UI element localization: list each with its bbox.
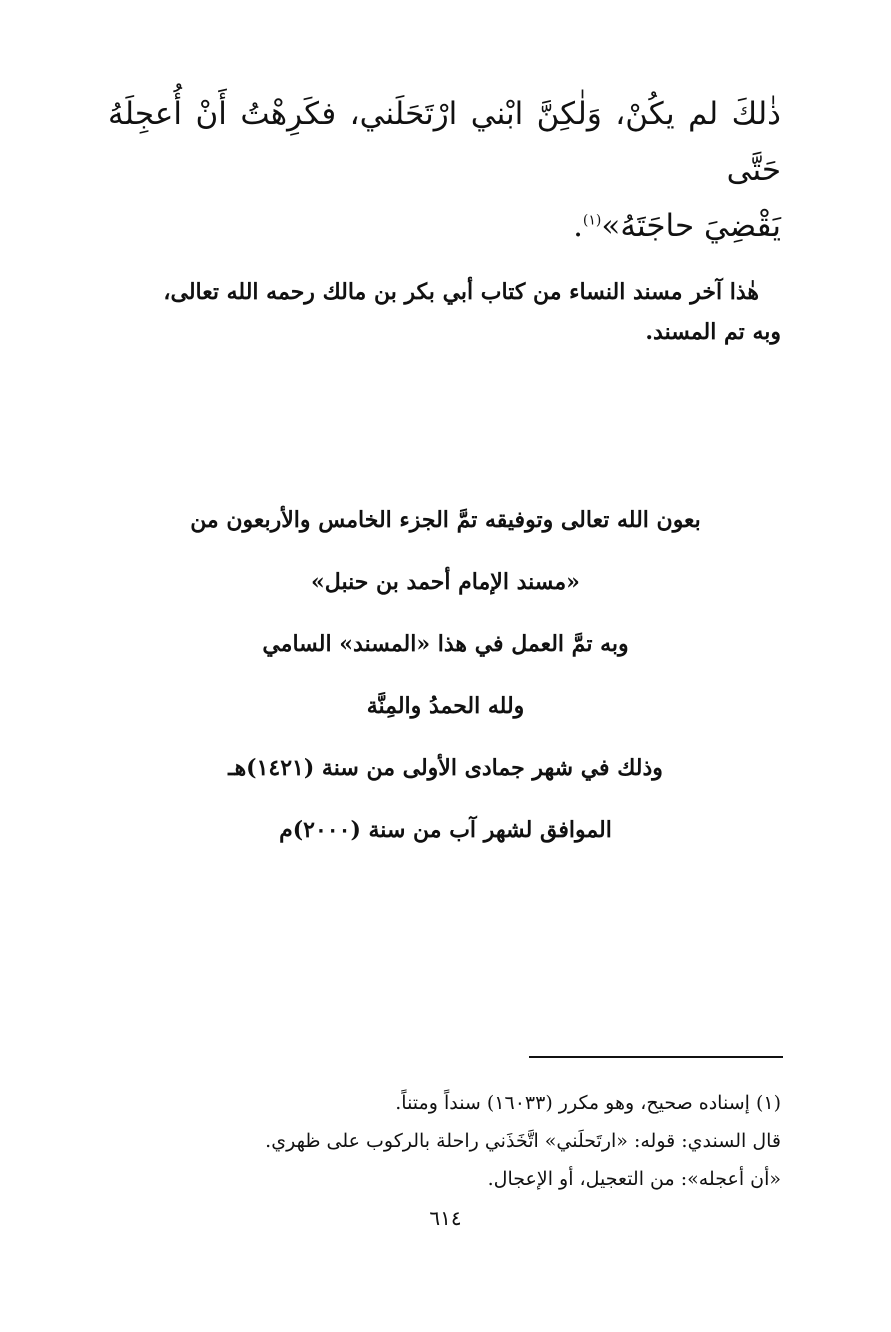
- colophon-line: وبه تمَّ العمل في هذا «المسند» السامي: [262, 631, 629, 657]
- closing-note-line-2: وبه تم المسند.: [645, 319, 781, 345]
- footnote-line: قال السندي: قوله: «ارتَحلَني» اتَّخَذَني راحلة بالركوب على ظهري.: [265, 1130, 781, 1152]
- hadith-line-1: ذٰلكَ لم يكُنْ، وَلٰكِنَّ ابْني ارْتَحَلَني، فكَرِهْتُ أَنْ أُعجِلَهُ حَتَّى: [108, 96, 781, 188]
- closing-note-line-1: هٰذا آخر مسند النساء من كتاب أبي بكر بن مالك رحمه الله تعالى،: [163, 279, 759, 305]
- footnotes: [120, 1084, 781, 1198]
- colophon-line: الموافق لشهر آب من سنة (٢٠٠٠)م: [279, 817, 612, 843]
- footnote-divider: [529, 1056, 783, 1058]
- page-number: ٦١٤: [429, 1206, 462, 1230]
- musnad-closing-note: [108, 272, 781, 352]
- hadith-end-mark: .: [573, 208, 583, 244]
- colophon-line: بعون الله تعالى وتوفيقه تمَّ الجزء الخامس والأربعون من: [190, 507, 701, 533]
- colophon: [150, 500, 741, 872]
- hadith-text-tail: [108, 86, 781, 254]
- colophon-line: «مسند الإمام أحمد بن حنبل»: [311, 569, 580, 595]
- footnote-line: (١) إسناده صحيح، وهو مكرر (١٦٠٣٣) سنداً ومتناً.: [395, 1092, 781, 1114]
- footnote-reference: (١): [582, 212, 602, 229]
- footnote-line: «أن أعجله»: من التعجيل، أو الإعجال.: [487, 1168, 781, 1190]
- colophon-line: ولله الحمدُ والمِنَّة: [366, 693, 525, 719]
- colophon-line: وذلك في شهر جمادى الأولى من سنة (١٤٢١)هـ: [228, 755, 663, 781]
- hadith-line-2: يَقْضِيَ حاجَتَهُ»: [601, 208, 781, 244]
